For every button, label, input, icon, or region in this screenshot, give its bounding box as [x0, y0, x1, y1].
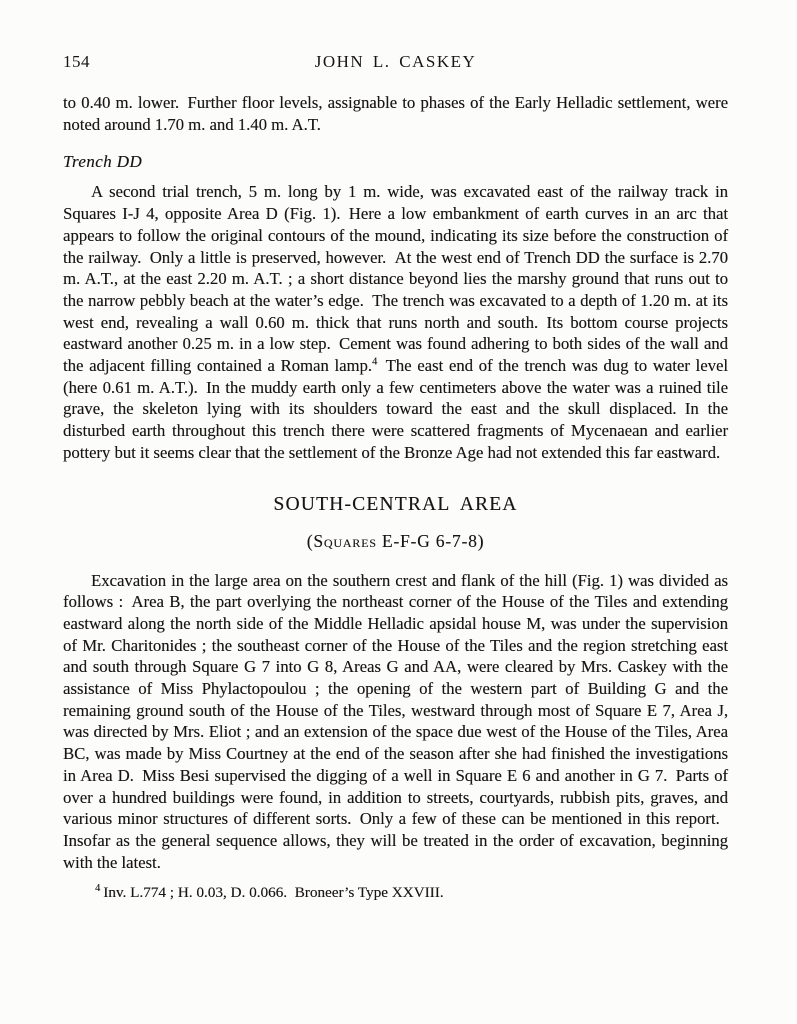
- paragraph-excavation-areas: Excavation in the large area on the southern crest and flank of the hill (Fig. 1) was divided as follows : Area B, the part overlying the northeast corner of the House of the Tiles and extending eastward along the north side of the Middle Helladic apsidal house M, was under the supervision of Mr. Charitonides ; the southeast corner of the House of the Tiles and the region stretching east and south through Square G 7 into G 8, Areas G and AA, were cleared by Mrs. Caskey with the assistance of Miss Phylactopoulou ; the opening of the western part of Building G and the remaining ground south of the House of the Tiles, westward through most of Square E 7, Area J, was directed by Mrs. Eliot ; and an extension of the space due west of the House of the Tiles, Area BC, was made by Miss Courtney at the end of the season after she had finished the investigations in Area D. Miss Besi supervised the digging of a well in Square E 6 and another in G 7. Parts of over a hundred buildings were found, in addition to streets, courtyards, rubbish pits, graves, and various minor structures of different sorts. Only a few of these can be mentioned in this report. Insofar as the general sequence allows, they will be treated in the order of excavation, beginning with the latest.: [63, 570, 728, 872]
- section-subheading-squares: (Squares E-F-G 6-7-8): [306, 530, 485, 551]
- footnote-marker-4: 4: [95, 883, 101, 895]
- page-number: 154: [63, 52, 90, 71]
- footnote-text: Inv. L.774 ; H. 0.03, D. 0.066. Broneer’s Type XXVIII.: [103, 884, 444, 902]
- footnote: [63, 883, 728, 902]
- trench-dd-heading: Trench DD: [63, 152, 142, 172]
- section-heading-south-central-area: SOUTH-CENTRAL AREA: [273, 493, 518, 515]
- trench-paragraph-text-continued: The east end of the trench was dug to water level (here 0.61 m. A.T.). In the muddy earth only a few centimeters above the water was a ruined tile grave, the skeleton lying with its shoulders toward the east and the skull displaced. In the disturbed earth throughout this trench there were scattered fragments of Mycenaean and earlier pottery but it seems clear that the settlement of the Bronze Age had not extended this far eastward.: [63, 356, 728, 462]
- paragraph-trench-dd: [63, 181, 728, 463]
- running-head-author: JOHN L. CASKEY: [314, 52, 477, 71]
- footnote-reference-4: 4: [371, 356, 378, 368]
- paragraph-floor-levels: to 0.40 m. lower. Further floor levels, assignable to phases of the Early Helladic settlement, were noted around 1.70 m. and 1.40 m. A.T.: [63, 93, 728, 134]
- trench-paragraph-text: A second trial trench, 5 m. long by 1 m. wide, was excavated east of the railway track in Squares I-J 4, opposite Area D (Fig. 1). Here a low embankment of earth curves in an arc that appears to follow the original contours of the mound, indicating its size before the construction of the railway. Only a little is preserved, however. At the west end of Trench DD the surface is 2.70 m. A.T., at the east 2.20 m. A.T. ; a short distance beyond lies the marshy ground that runs out to the narrow pebbly beach at the water’s edge. The trench was excavated to a depth of 1.20 m. at its west end, revealing a wall 0.60 m. thick that runs north and south. Its bottom course projects eastward another 0.25 m. in a low step. Cement was found adhering to both sides of the wall and the adjacent filling contained a Roman lamp.: [63, 182, 728, 376]
- running-header: [63, 52, 728, 72]
